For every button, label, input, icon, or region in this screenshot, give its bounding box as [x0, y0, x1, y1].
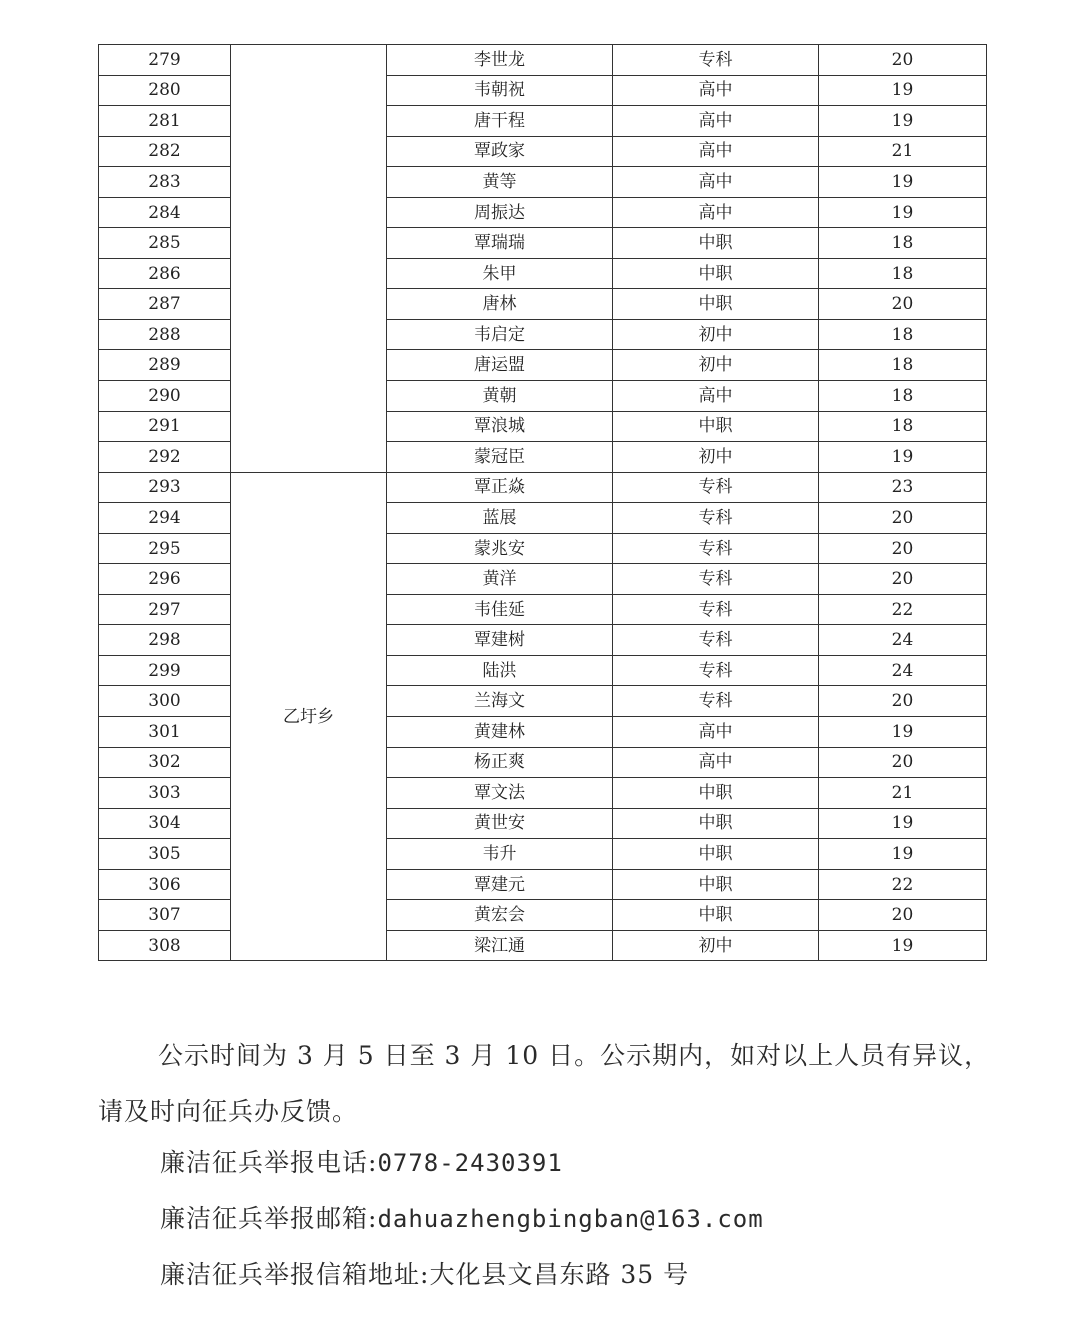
cell-age: 22 [819, 869, 987, 900]
cell-serial-number: 307 [99, 900, 231, 931]
cell-education: 中职 [613, 808, 819, 839]
cell-education: 初中 [613, 930, 819, 961]
notice-paragraph [98, 1028, 998, 1140]
cell-age: 24 [819, 625, 987, 656]
cell-age: 23 [819, 472, 987, 503]
cell-education: 中职 [613, 869, 819, 900]
cell-serial-number: 301 [99, 717, 231, 748]
cell-education: 专科 [613, 686, 819, 717]
cell-name: 蒙兆安 [387, 533, 613, 564]
cell-name: 覃浪城 [387, 411, 613, 442]
cell-name: 韦启定 [387, 319, 613, 350]
cell-name: 兰海文 [387, 686, 613, 717]
roster-table [98, 44, 987, 961]
cell-serial-number: 297 [99, 594, 231, 625]
cell-age: 20 [819, 686, 987, 717]
cell-education: 高中 [613, 136, 819, 167]
cell-serial-number: 282 [99, 136, 231, 167]
cell-age: 20 [819, 747, 987, 778]
cell-serial-number: 302 [99, 747, 231, 778]
cell-education: 中职 [613, 228, 819, 259]
cell-serial-number: 300 [99, 686, 231, 717]
cell-name: 黄等 [387, 167, 613, 198]
cell-name: 朱甲 [387, 258, 613, 289]
cell-name: 覃瑞瑞 [387, 228, 613, 259]
cell-education: 高中 [613, 381, 819, 412]
cell-age: 19 [819, 808, 987, 839]
cell-name: 黄建林 [387, 717, 613, 748]
cell-age: 20 [819, 533, 987, 564]
cell-serial-number: 294 [99, 503, 231, 534]
cell-education: 高中 [613, 197, 819, 228]
cell-serial-number: 291 [99, 411, 231, 442]
cell-serial-number: 283 [99, 167, 231, 198]
cell-name: 陆洪 [387, 655, 613, 686]
cell-education: 专科 [613, 533, 819, 564]
cell-serial-number: 286 [99, 258, 231, 289]
report-phone-line [160, 1143, 563, 1179]
cell-age: 19 [819, 930, 987, 961]
cell-name: 韦升 [387, 839, 613, 870]
cell-age: 19 [819, 442, 987, 473]
cell-serial-number: 287 [99, 289, 231, 320]
report-email-line [160, 1199, 764, 1235]
cell-serial-number: 306 [99, 869, 231, 900]
cell-education: 初中 [613, 350, 819, 381]
cell-age: 21 [819, 136, 987, 167]
cell-name: 黄世安 [387, 808, 613, 839]
cell-education: 专科 [613, 503, 819, 534]
cell-age: 19 [819, 839, 987, 870]
cell-age: 20 [819, 564, 987, 595]
cell-name: 覃政家 [387, 136, 613, 167]
cell-serial-number: 304 [99, 808, 231, 839]
table-row [99, 472, 987, 503]
cell-age: 20 [819, 900, 987, 931]
cell-education: 高中 [613, 717, 819, 748]
cell-serial-number: 293 [99, 472, 231, 503]
cell-age: 18 [819, 350, 987, 381]
cell-serial-number: 308 [99, 930, 231, 961]
cell-age: 18 [819, 381, 987, 412]
cell-serial-number: 281 [99, 106, 231, 137]
report-email-label: 廉洁征兵举报邮箱: [160, 1204, 378, 1233]
cell-name: 覃建元 [387, 869, 613, 900]
cell-age: 20 [819, 45, 987, 76]
cell-education: 高中 [613, 167, 819, 198]
report-email-address: dahuazhengbingban@163.com [377, 1205, 764, 1233]
cell-name: 李世龙 [387, 45, 613, 76]
cell-name: 黄洋 [387, 564, 613, 595]
cell-age: 18 [819, 411, 987, 442]
cell-education: 专科 [613, 45, 819, 76]
notice-text: 公示时间为 3 月 5 日至 3 月 10 日。公示期内，如对以上人员有异议，请及时向征兵办反馈。 [98, 1041, 991, 1126]
cell-name: 覃文法 [387, 778, 613, 809]
roster-table-wrapper [98, 44, 986, 961]
cell-education: 中职 [613, 258, 819, 289]
cell-age: 18 [819, 228, 987, 259]
cell-name: 蓝展 [387, 503, 613, 534]
cell-serial-number: 285 [99, 228, 231, 259]
report-phone-number: 0778-2430391 [377, 1149, 563, 1177]
cell-serial-number: 305 [99, 839, 231, 870]
cell-name: 韦朝祝 [387, 75, 613, 106]
cell-education: 中职 [613, 289, 819, 320]
cell-education: 专科 [613, 655, 819, 686]
cell-age: 19 [819, 75, 987, 106]
cell-education: 高中 [613, 75, 819, 106]
cell-serial-number: 296 [99, 564, 231, 595]
cell-serial-number: 295 [99, 533, 231, 564]
cell-education: 专科 [613, 625, 819, 656]
report-mailbox-address: 大化县文昌东路 35 号 [429, 1260, 690, 1289]
cell-age: 24 [819, 655, 987, 686]
cell-name: 周振达 [387, 197, 613, 228]
cell-serial-number: 284 [99, 197, 231, 228]
cell-serial-number: 299 [99, 655, 231, 686]
cell-age: 18 [819, 258, 987, 289]
cell-serial-number: 280 [99, 75, 231, 106]
cell-education: 初中 [613, 442, 819, 473]
cell-serial-number: 290 [99, 381, 231, 412]
table-row [99, 45, 987, 76]
cell-serial-number: 298 [99, 625, 231, 656]
cell-name: 唐运盟 [387, 350, 613, 381]
cell-township: 乙圩乡 [231, 472, 387, 961]
cell-serial-number: 303 [99, 778, 231, 809]
cell-age: 19 [819, 106, 987, 137]
cell-name: 覃建树 [387, 625, 613, 656]
cell-education: 中职 [613, 839, 819, 870]
cell-age: 19 [819, 167, 987, 198]
report-address-label: 廉洁征兵举报信箱地址: [160, 1260, 430, 1289]
cell-age: 20 [819, 503, 987, 534]
cell-name: 唐干程 [387, 106, 613, 137]
cell-name: 覃正焱 [387, 472, 613, 503]
cell-name: 杨正爽 [387, 747, 613, 778]
cell-age: 22 [819, 594, 987, 625]
report-phone-label: 廉洁征兵举报电话: [160, 1148, 378, 1177]
cell-education: 专科 [613, 594, 819, 625]
cell-township [231, 45, 387, 473]
cell-education: 中职 [613, 778, 819, 809]
cell-name: 蒙冠臣 [387, 442, 613, 473]
cell-name: 韦佳延 [387, 594, 613, 625]
cell-age: 19 [819, 717, 987, 748]
cell-serial-number: 279 [99, 45, 231, 76]
cell-education: 高中 [613, 747, 819, 778]
cell-education: 初中 [613, 319, 819, 350]
cell-age: 21 [819, 778, 987, 809]
cell-age: 19 [819, 197, 987, 228]
cell-education: 中职 [613, 900, 819, 931]
cell-serial-number: 289 [99, 350, 231, 381]
cell-serial-number: 288 [99, 319, 231, 350]
roster-table-body [99, 45, 987, 961]
cell-name: 黄宏会 [387, 900, 613, 931]
report-address-line [160, 1255, 689, 1291]
cell-name: 梁江通 [387, 930, 613, 961]
cell-name: 唐林 [387, 289, 613, 320]
cell-age: 18 [819, 319, 987, 350]
cell-age: 20 [819, 289, 987, 320]
cell-education: 高中 [613, 106, 819, 137]
cell-name: 黄朝 [387, 381, 613, 412]
cell-education: 专科 [613, 564, 819, 595]
cell-education: 专科 [613, 472, 819, 503]
cell-education: 中职 [613, 411, 819, 442]
cell-serial-number: 292 [99, 442, 231, 473]
